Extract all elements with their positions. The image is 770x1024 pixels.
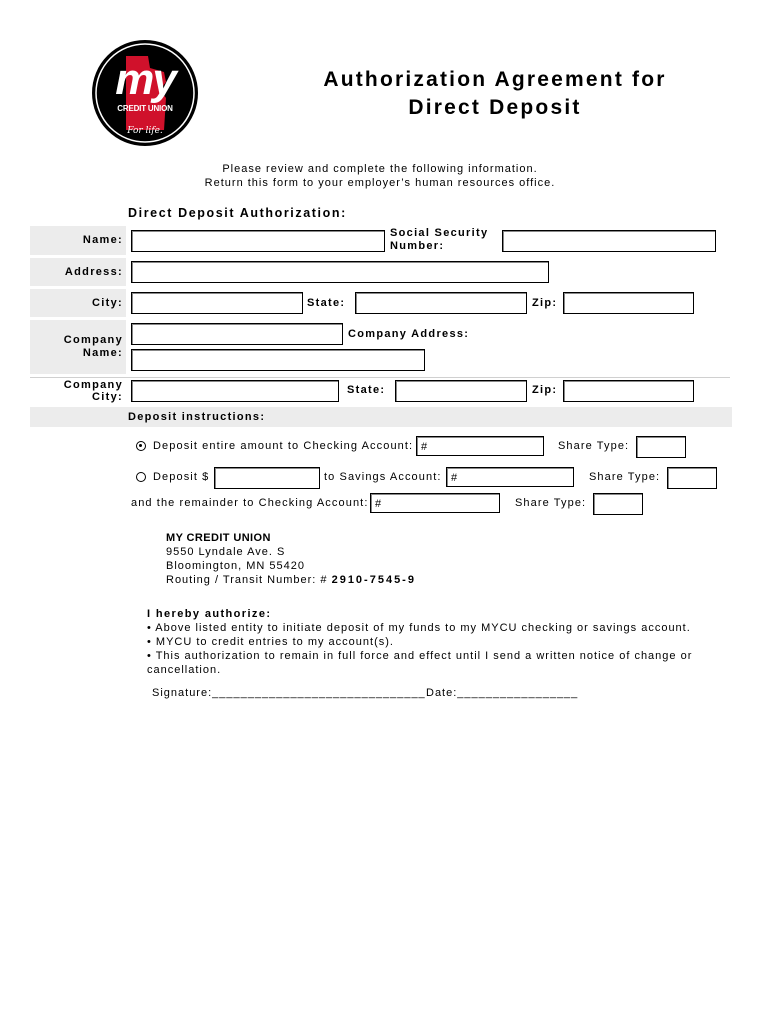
logo-sub: CREDIT UNION (117, 104, 173, 113)
company-state-field[interactable] (395, 380, 527, 402)
authorize-bullet-3: • This authorization to remain in full force and effect until I send a written notice of change or (147, 650, 693, 662)
authorize-bullet-1: • Above listed entity to initiate deposit of my funds to my MYCU checking or savings account. (147, 622, 691, 634)
credit-union-logo (90, 38, 200, 148)
opt1-share-type-label: Share Type: (558, 440, 630, 452)
bank-street: 9550 Lyndale Ave. S (166, 546, 286, 558)
state-label: State: (307, 297, 346, 309)
remainder-label: and the remainder to Checking Account: (131, 497, 369, 509)
intro-text (150, 162, 610, 190)
remainder-share-type-field[interactable] (593, 493, 643, 515)
bank-name: MY CREDIT UNION (166, 532, 271, 544)
section-title: Direct Deposit Authorization: (128, 206, 347, 220)
opt2-share-type-label: Share Type: (589, 471, 661, 483)
date-line[interactable]: Date:_________________ (426, 687, 579, 699)
company-city-label: Company City: (63, 379, 123, 403)
opt2-share-type-field[interactable] (667, 467, 717, 489)
opt1-share-type-field[interactable] (636, 436, 686, 458)
opt2-savings-field[interactable]: # (446, 467, 574, 487)
opt1-label: Deposit entire amount to Checking Account: (153, 440, 414, 452)
routing-number: 2910-7545-9 (331, 574, 416, 586)
ssn-label-line-1: Social Security (390, 227, 489, 239)
opt2-middle: to Savings Account: (324, 471, 442, 483)
divider (30, 377, 730, 378)
company-name-label-line-2: Name: (82, 347, 123, 359)
company-zip-label: Zip: (532, 384, 558, 396)
address-field[interactable] (131, 261, 549, 283)
address-label: Address: (64, 266, 123, 278)
opt1-checking-field[interactable]: # (416, 436, 544, 456)
routing-prefix: Routing / Transit Number: # (166, 574, 328, 586)
company-name-label-line-1: Company (63, 334, 123, 346)
company-city-field[interactable] (131, 380, 339, 402)
name-label: Name: (82, 234, 123, 246)
title-line-1: Authorization Agreement for (323, 68, 667, 91)
ssn-label (390, 227, 488, 253)
signature-line[interactable]: Signature:______________________________ (152, 687, 426, 699)
logo-tagline: For life. (127, 126, 163, 136)
opt2-amount-field[interactable] (214, 467, 320, 489)
zip-label: Zip: (532, 297, 558, 309)
routing-line (166, 573, 416, 587)
logo-brand: my (115, 55, 175, 104)
authorize-heading: I hereby authorize: (147, 608, 272, 620)
remainder-share-type-label: Share Type: (515, 497, 587, 509)
bank-address-block (166, 531, 416, 587)
company-zip-field[interactable] (563, 380, 694, 402)
name-field[interactable] (131, 230, 385, 252)
company-state-label: State: (347, 384, 386, 396)
intro-line-2: Return this form to your employer’s human resources office. (204, 177, 556, 189)
opt2-prefix: Deposit $ (153, 471, 210, 483)
deposit-title: Deposit instructions: (128, 411, 266, 423)
ssn-label-line-2: Number: (390, 240, 445, 252)
company-name-field[interactable] (131, 323, 343, 345)
company-name-label (30, 334, 123, 360)
state-field[interactable] (355, 292, 527, 314)
intro-line-1: Please review and complete the following information. (222, 163, 538, 175)
form-title (300, 66, 690, 122)
title-line-2: Direct Deposit (408, 96, 582, 119)
radio-split-deposit[interactable] (136, 472, 146, 482)
authorize-bullet-2: • MYCU to credit entries to my account(s). (147, 636, 394, 648)
authorization-block (147, 607, 737, 677)
city-field[interactable] (131, 292, 303, 314)
company-address-label: Company Address: (348, 328, 470, 340)
company-name-field-2[interactable] (131, 349, 425, 371)
authorize-bullet-3-cont: cancellation. (147, 664, 222, 676)
city-label: City: (92, 297, 123, 309)
bank-city: Bloomington, MN 55420 (166, 560, 306, 572)
zip-field[interactable] (563, 292, 694, 314)
ssn-field[interactable] (502, 230, 716, 252)
radio-entire-amount[interactable] (136, 441, 146, 451)
remainder-checking-field[interactable]: # (370, 493, 500, 513)
